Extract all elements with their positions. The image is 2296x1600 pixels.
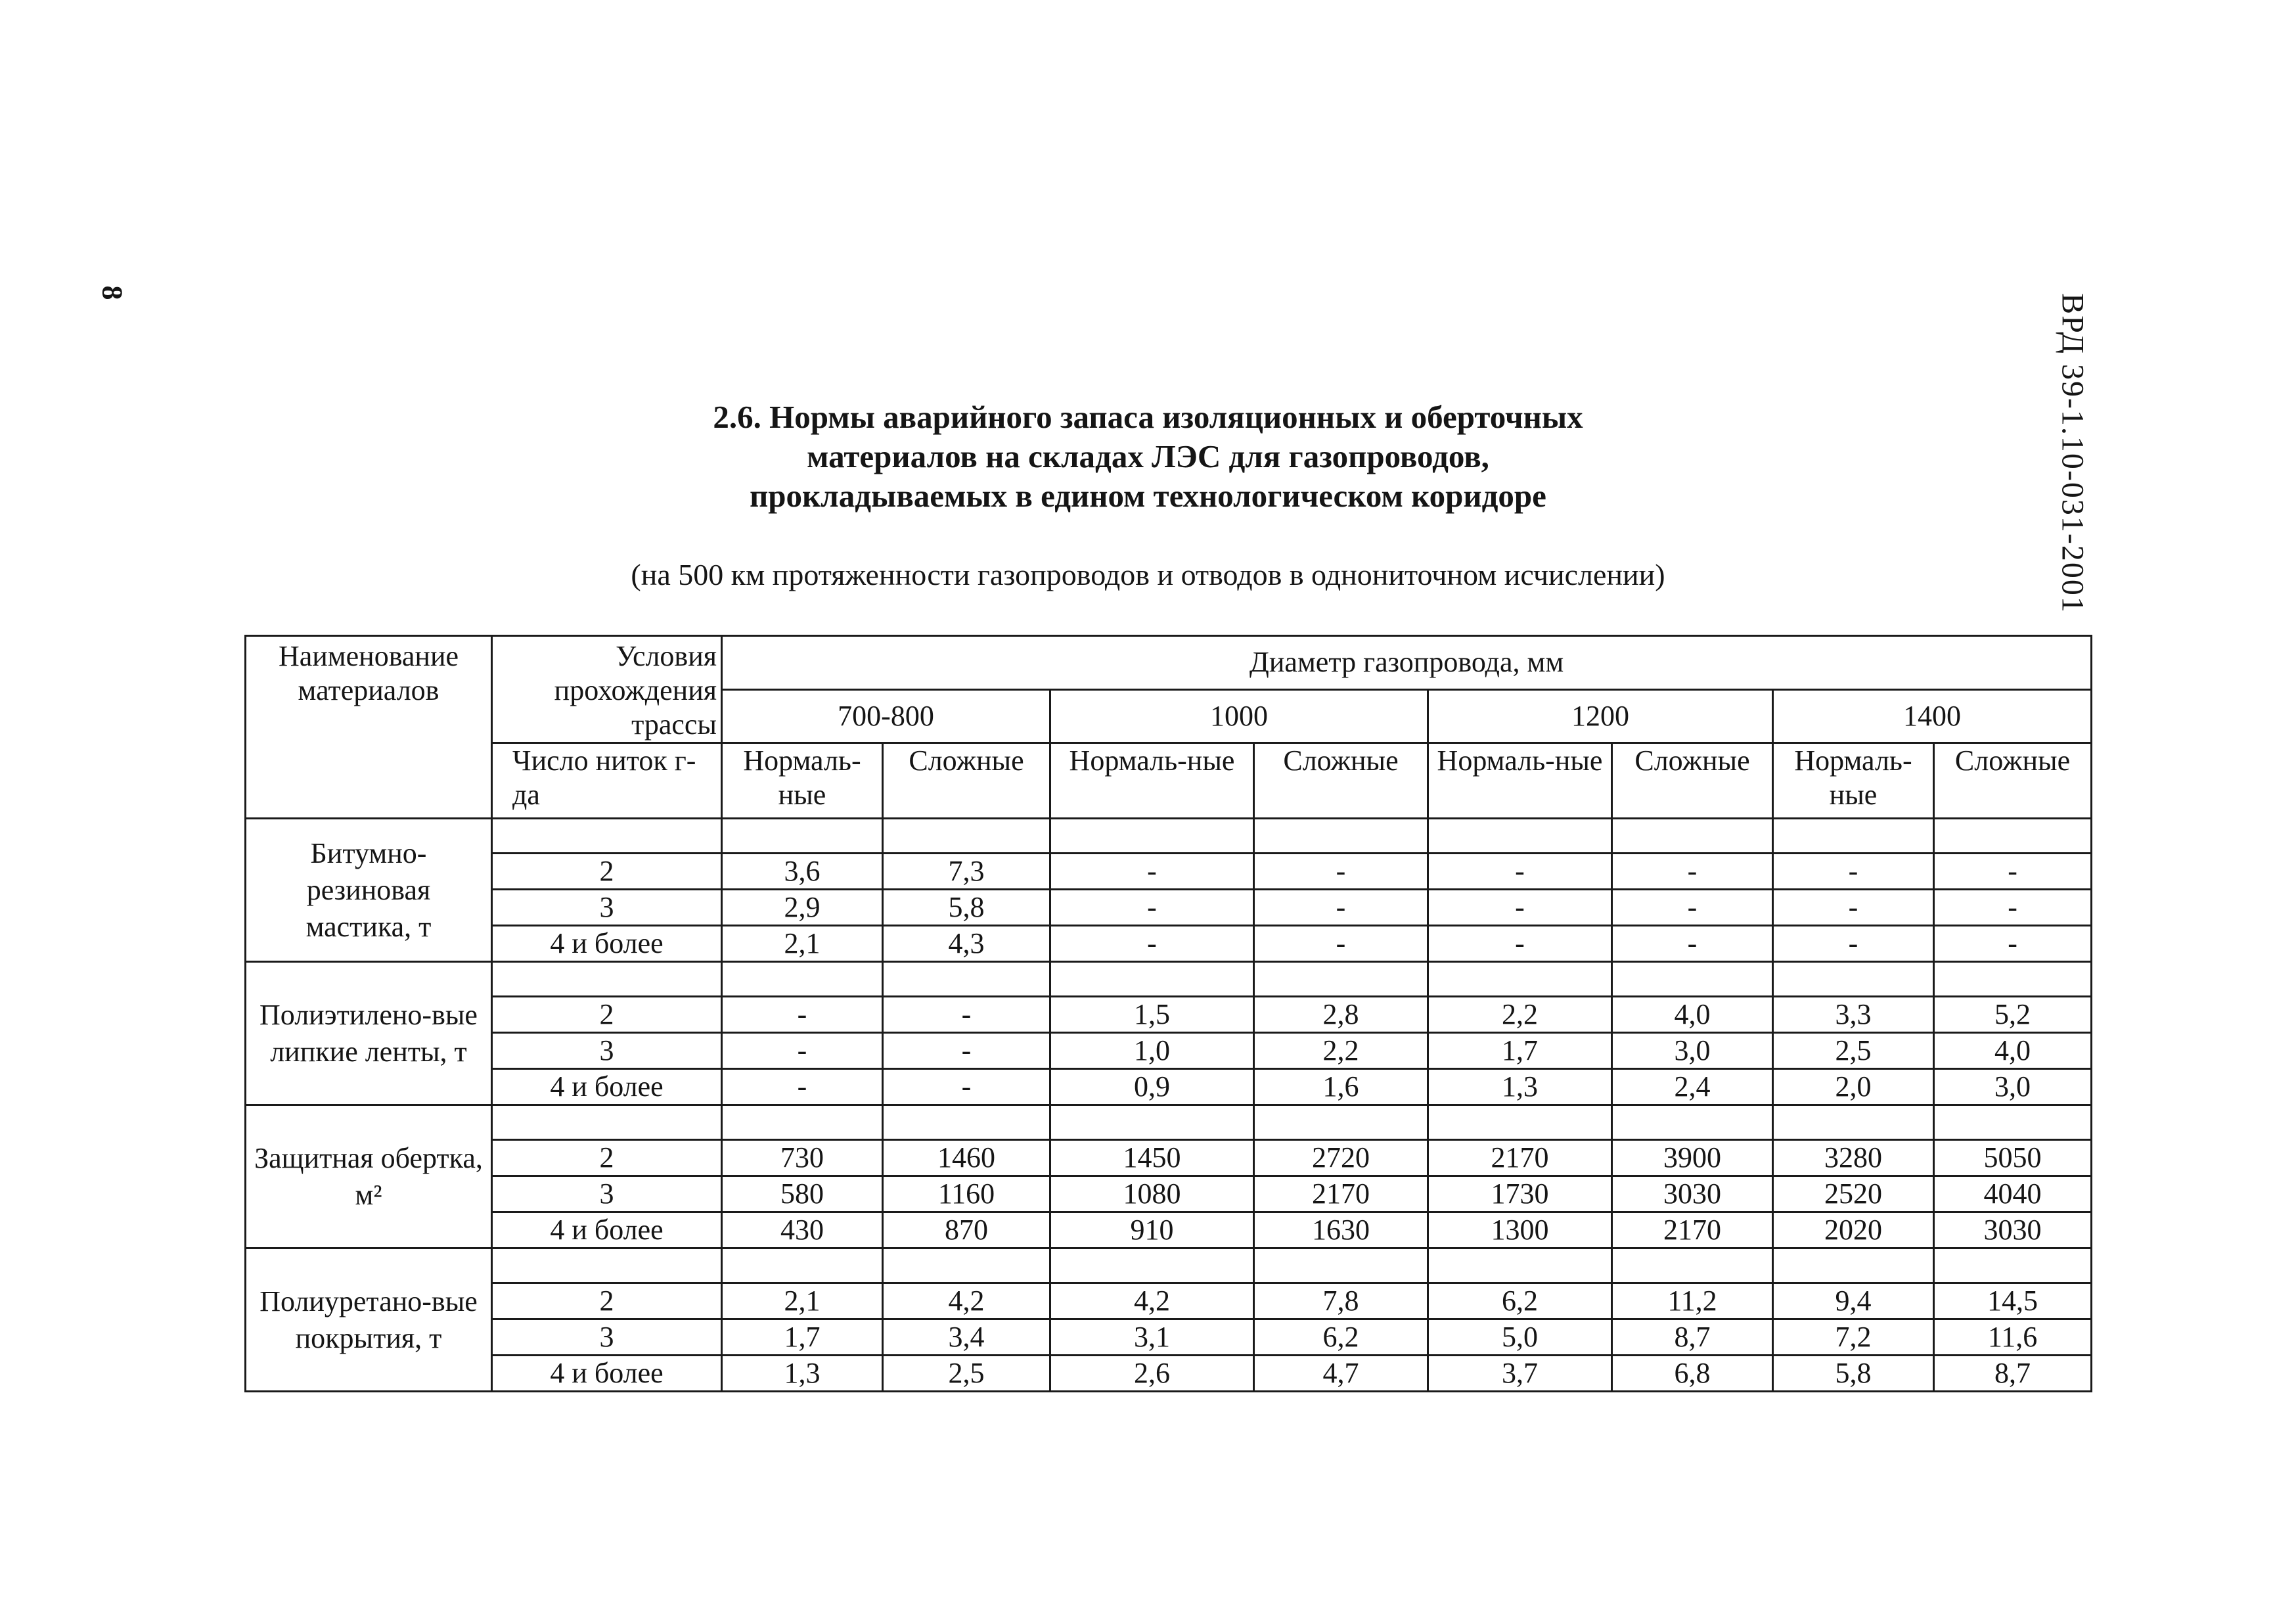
spacer-cell <box>1773 1248 1934 1283</box>
threads-cell: 4 и более <box>492 926 722 962</box>
group-spacer-row <box>246 1105 2092 1140</box>
value-cell: 3280 <box>1773 1140 1934 1176</box>
value-cell: 3,4 <box>883 1319 1050 1356</box>
header-conditions: Условия прохождения трассы <box>492 636 722 743</box>
spacer-cell <box>492 962 722 997</box>
value-cell: 7,3 <box>883 854 1050 890</box>
value-cell: 1160 <box>883 1176 1050 1212</box>
spacer-cell <box>722 962 883 997</box>
value-cell: - <box>722 997 883 1033</box>
threads-cell: 4 и более <box>492 1069 722 1105</box>
threads-cell: 4 и более <box>492 1212 722 1248</box>
value-cell: - <box>1050 890 1254 926</box>
value-cell: 2,9 <box>722 890 883 926</box>
value-cell: 3,6 <box>722 854 883 890</box>
spacer-cell <box>1254 819 1428 854</box>
value-cell: 2,5 <box>1773 1033 1934 1069</box>
value-cell: 4,7 <box>1254 1356 1428 1392</box>
document-code: ВРД 39-1.10-031-2001 <box>2055 293 2090 614</box>
value-cell: - <box>1254 854 1428 890</box>
value-cell: 2,6 <box>1050 1356 1254 1392</box>
value-cell: 2170 <box>1428 1140 1612 1176</box>
spacer-cell <box>883 1248 1050 1283</box>
value-cell: 3900 <box>1612 1140 1773 1176</box>
value-cell: 1630 <box>1254 1212 1428 1248</box>
value-cell: 6,2 <box>1254 1319 1428 1356</box>
value-cell: - <box>1934 854 2092 890</box>
value-cell: 8,7 <box>1934 1356 2092 1392</box>
table-row <box>246 1319 2092 1356</box>
title-line: 2.6. Нормы аварийного запаса изоляционных и оберточных <box>713 399 1583 435</box>
value-cell: 3,0 <box>1934 1069 2092 1105</box>
material-name: Защитная обертка, м² <box>246 1105 492 1248</box>
value-cell: 2,4 <box>1612 1069 1773 1105</box>
header-diameter-1000: 1000 <box>1050 689 1428 743</box>
section-subtitle: (на 500 км протяженности газопроводов и отводов в однониточном исчислении) <box>631 558 1665 591</box>
spacer-cell <box>492 1248 722 1283</box>
value-cell: 8,7 <box>1612 1319 1773 1356</box>
material-name: Полиэтилено-вые липкие ленты, т <box>246 962 492 1105</box>
spacer-cell <box>1050 1105 1254 1140</box>
value-cell: 1,7 <box>1428 1033 1612 1069</box>
value-cell: - <box>1254 926 1428 962</box>
value-cell: - <box>722 1069 883 1105</box>
spacer-cell <box>1428 819 1612 854</box>
spacer-cell <box>1254 962 1428 997</box>
value-cell: - <box>883 1033 1050 1069</box>
value-cell: 2,2 <box>1428 997 1612 1033</box>
value-cell: - <box>883 1069 1050 1105</box>
value-cell: 3,0 <box>1612 1033 1773 1069</box>
value-cell: 3,1 <box>1050 1319 1254 1356</box>
material-name: Битумно-резиновая мастика, т <box>246 819 492 962</box>
spacer-cell <box>1612 1248 1773 1283</box>
value-cell: 1,3 <box>722 1356 883 1392</box>
threads-cell: 4 и более <box>492 1356 722 1392</box>
table-row <box>246 1356 2092 1392</box>
value-cell: 3,3 <box>1773 997 1934 1033</box>
header-diameter-1400: 1400 <box>1773 689 2092 743</box>
value-cell: - <box>1428 926 1612 962</box>
spacer-cell <box>1050 1248 1254 1283</box>
title-line: материалов на складах ЛЭС для газопроводов, <box>807 438 1489 474</box>
group-spacer-row <box>246 1248 2092 1283</box>
value-cell: - <box>1612 890 1773 926</box>
header-normal: Нормаль-ные <box>1428 743 1612 819</box>
threads-cell: 3 <box>492 1033 722 1069</box>
threads-cell: 2 <box>492 854 722 890</box>
value-cell: 2,8 <box>1254 997 1428 1033</box>
header-complex: Сложные <box>1254 743 1428 819</box>
value-cell: 4,3 <box>883 926 1050 962</box>
threads-cell: 2 <box>492 1283 722 1319</box>
threads-cell: 2 <box>492 997 722 1033</box>
table-row <box>246 1212 2092 1248</box>
spacer-cell <box>1050 819 1254 854</box>
value-cell: 1,6 <box>1254 1069 1428 1105</box>
header-threads: Число ниток г-да <box>492 743 722 819</box>
value-cell: 5,0 <box>1428 1319 1612 1356</box>
value-cell: 5050 <box>1934 1140 2092 1176</box>
value-cell: 14,5 <box>1934 1283 2092 1319</box>
spacer-cell <box>1773 962 1934 997</box>
threads-cell: 3 <box>492 1319 722 1356</box>
value-cell: 3030 <box>1612 1176 1773 1212</box>
value-cell: - <box>1773 854 1934 890</box>
spacer-cell <box>1612 819 1773 854</box>
spacer-cell <box>1050 962 1254 997</box>
header-complex: Сложные <box>1612 743 1773 819</box>
spacer-cell <box>1773 819 1934 854</box>
spacer-cell <box>1428 1248 1612 1283</box>
table-row <box>246 854 2092 890</box>
group-spacer-row <box>246 962 2092 997</box>
table-row <box>246 1069 2092 1105</box>
value-cell: - <box>1254 890 1428 926</box>
value-cell: 4,0 <box>1934 1033 2092 1069</box>
value-cell: 2,1 <box>722 926 883 962</box>
spacer-cell <box>1612 1105 1773 1140</box>
group-spacer-row <box>246 819 2092 854</box>
header-diameter: Диаметр газопровода, мм <box>722 636 2092 690</box>
value-cell: 5,8 <box>1773 1356 1934 1392</box>
header-materials: Наименование материалов <box>246 636 492 819</box>
value-cell: - <box>1050 926 1254 962</box>
spacer-cell <box>1934 1105 2092 1140</box>
value-cell: 1730 <box>1428 1176 1612 1212</box>
value-cell: 4,2 <box>1050 1283 1254 1319</box>
spacer-cell <box>1428 1105 1612 1140</box>
value-cell: 0,9 <box>1050 1069 1254 1105</box>
value-cell: 870 <box>883 1212 1050 1248</box>
value-cell: 2170 <box>1254 1176 1428 1212</box>
value-cell: 5,2 <box>1934 997 2092 1033</box>
spacer-cell <box>492 1105 722 1140</box>
table-row <box>246 1283 2092 1319</box>
value-cell: - <box>1050 854 1254 890</box>
value-cell: 2520 <box>1773 1176 1934 1212</box>
header-normal: Нормаль-ные <box>1050 743 1254 819</box>
value-cell: 430 <box>722 1212 883 1248</box>
value-cell: 910 <box>1050 1212 1254 1248</box>
header-complex: Сложные <box>883 743 1050 819</box>
value-cell: 7,8 <box>1254 1283 1428 1319</box>
table-row <box>246 1176 2092 1212</box>
spacer-cell <box>1612 962 1773 997</box>
section-title <box>0 398 2296 516</box>
value-cell: 1,7 <box>722 1319 883 1356</box>
value-cell: 3030 <box>1934 1212 2092 1248</box>
value-cell: 2,2 <box>1254 1033 1428 1069</box>
value-cell: 6,2 <box>1428 1283 1612 1319</box>
spacer-cell <box>722 1105 883 1140</box>
spacer-cell <box>492 819 722 854</box>
spacer-cell <box>883 819 1050 854</box>
value-cell: 7,2 <box>1773 1319 1934 1356</box>
table-row <box>246 1140 2092 1176</box>
value-cell: 4,2 <box>883 1283 1050 1319</box>
value-cell: 1,5 <box>1050 997 1254 1033</box>
spacer-cell <box>722 1248 883 1283</box>
title-line: прокладываемых в едином технологическом коридоре <box>750 478 1546 514</box>
header-normal: Нормаль-ные <box>722 743 883 819</box>
material-name: Полиуретано-вые покрытия, т <box>246 1248 492 1392</box>
value-cell: 1300 <box>1428 1212 1612 1248</box>
value-cell: 1,3 <box>1428 1069 1612 1105</box>
value-cell: - <box>1612 854 1773 890</box>
value-cell: 2,0 <box>1773 1069 1934 1105</box>
spacer-cell <box>1934 962 2092 997</box>
value-cell: - <box>1612 926 1773 962</box>
value-cell: 580 <box>722 1176 883 1212</box>
value-cell: 5,8 <box>883 890 1050 926</box>
spacer-cell <box>1773 1105 1934 1140</box>
value-cell: 2020 <box>1773 1212 1934 1248</box>
value-cell: 1460 <box>883 1140 1050 1176</box>
spacer-cell <box>1934 819 2092 854</box>
threads-cell: 2 <box>492 1140 722 1176</box>
spacer-cell <box>883 1105 1050 1140</box>
value-cell: - <box>1934 926 2092 962</box>
table-row <box>246 890 2092 926</box>
value-cell: 4,0 <box>1612 997 1773 1033</box>
value-cell: 730 <box>722 1140 883 1176</box>
value-cell: - <box>1428 854 1612 890</box>
header-normal: Нормаль-ные <box>1773 743 1934 819</box>
value-cell: 9,4 <box>1773 1283 1934 1319</box>
value-cell: 2,5 <box>883 1356 1050 1392</box>
threads-cell: 3 <box>492 1176 722 1212</box>
value-cell: - <box>1428 890 1612 926</box>
value-cell: 2,1 <box>722 1283 883 1319</box>
value-cell: - <box>1934 890 2092 926</box>
spacer-cell <box>722 819 883 854</box>
value-cell: 2720 <box>1254 1140 1428 1176</box>
table-row <box>246 926 2092 962</box>
spacer-cell <box>1428 962 1612 997</box>
spacer-cell <box>1934 1248 2092 1283</box>
value-cell: - <box>1773 890 1934 926</box>
value-cell: 3,7 <box>1428 1356 1612 1392</box>
table-row <box>246 1033 2092 1069</box>
value-cell: 4040 <box>1934 1176 2092 1212</box>
value-cell: - <box>1773 926 1934 962</box>
header-diameter-1200: 1200 <box>1428 689 1773 743</box>
table-row <box>246 997 2092 1033</box>
value-cell: 2170 <box>1612 1212 1773 1248</box>
value-cell: 1450 <box>1050 1140 1254 1176</box>
spacer-cell <box>1254 1105 1428 1140</box>
value-cell: - <box>883 997 1050 1033</box>
header-diameter-700-800: 700-800 <box>722 689 1050 743</box>
value-cell: 6,8 <box>1612 1356 1773 1392</box>
header-complex: Сложные <box>1934 743 2092 819</box>
value-cell: - <box>722 1033 883 1069</box>
page-number: 8 <box>96 285 129 300</box>
value-cell: 1,0 <box>1050 1033 1254 1069</box>
value-cell: 11,6 <box>1934 1319 2092 1356</box>
threads-cell: 3 <box>492 890 722 926</box>
spacer-cell <box>1254 1248 1428 1283</box>
spacer-cell <box>883 962 1050 997</box>
value-cell: 11,2 <box>1612 1283 1773 1319</box>
value-cell: 1080 <box>1050 1176 1254 1212</box>
norms-table <box>244 635 2092 1392</box>
